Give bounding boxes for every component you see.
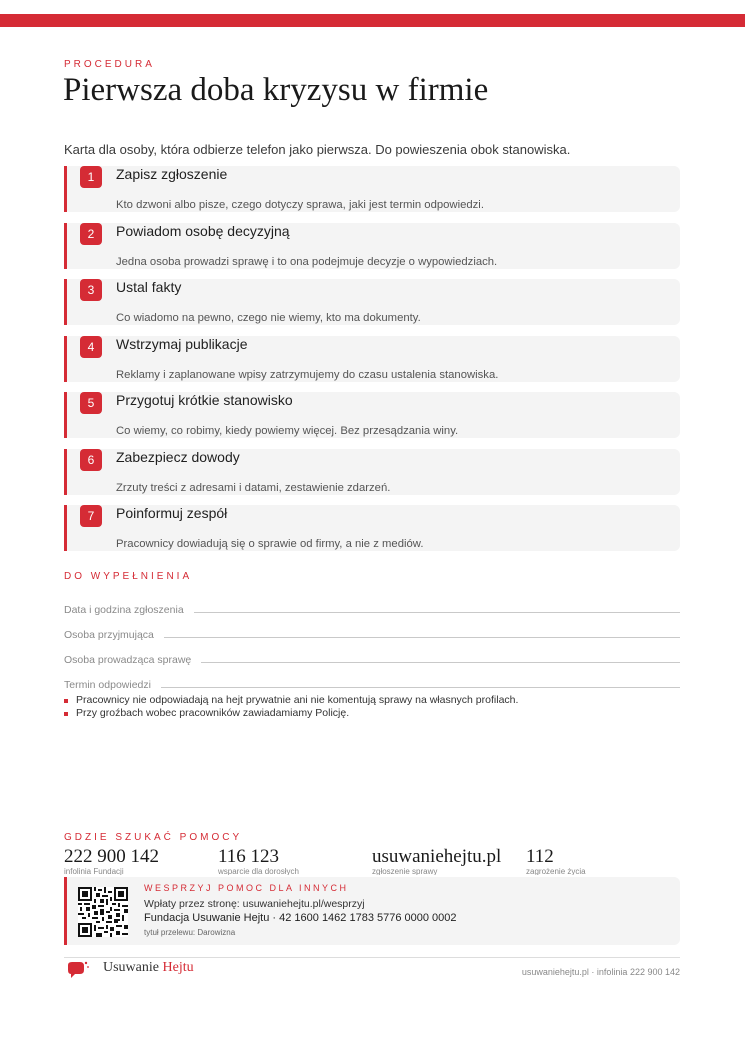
qr-code-icon[interactable]	[78, 887, 128, 937]
footer-contact: usuwaniehejtu.pl · infolinia 222 900 142	[521, 967, 680, 977]
step-number: 4	[80, 336, 102, 358]
form-field-label: Data i godzina zgłoszenia	[64, 604, 184, 616]
step-card	[64, 336, 680, 382]
step-number: 5	[80, 392, 102, 414]
step-description: Co wiemy, co robimy, kiedy powiemy więcej. Bez przesądzania winy.	[116, 425, 459, 437]
step-title: Poinformuj zespół	[116, 505, 228, 521]
form-field-line[interactable]	[194, 612, 680, 613]
donate-website[interactable]: Wpłaty przez stronę: usuwaniehejtu.pl/wesprzyj	[144, 898, 365, 910]
step-description: Zrzuty treści z adresami i datami, zestawienie zdarzeń.	[116, 481, 391, 494]
step-description: Reklamy i zaplanowane wpisy zatrzymujemy do czasu ustalenia stanowiska.	[116, 368, 499, 381]
form-field-label: Osoba przyjmująca	[64, 629, 154, 641]
step-title: Powiadom osobę decyzyjną	[116, 222, 290, 239]
contact-item	[218, 846, 299, 875]
step-description: Kto dzwoni albo pisze, czego dotyczy sprawa, jaki jest termin odpowiedzi.	[116, 199, 484, 211]
speech-bubble-logo-icon	[66, 960, 90, 982]
donate-account: Fundacja Usuwanie Hejtu · 42 1600 1462 1783 5776 0000 0002	[144, 912, 457, 924]
step-accent	[64, 449, 67, 495]
step-number: 7	[80, 505, 102, 527]
step-card	[64, 223, 680, 269]
note-item	[64, 694, 518, 707]
form-field-row	[64, 641, 680, 666]
form-field-row	[64, 591, 680, 616]
brand-name-part: Usuwanie	[103, 960, 163, 975]
step-card	[64, 166, 680, 212]
form-field-label: Osoba prowadząca sprawę	[64, 654, 192, 666]
contact-item	[372, 846, 501, 875]
contact-label: zagrożenie życia	[526, 867, 586, 875]
brand-name[interactable]	[103, 960, 194, 976]
brand-name-accent: Hejtu	[162, 960, 194, 975]
contact-label: zgłoszenie sprawy	[372, 867, 438, 875]
donate-box	[64, 877, 680, 945]
contact-item	[64, 846, 159, 875]
step-title: Zapisz zgłoszenie	[116, 166, 228, 182]
bullet-square-icon	[64, 712, 68, 716]
step-card	[64, 505, 680, 551]
step-number: 6	[80, 449, 102, 471]
note-text: Pracownicy nie odpowiadają na hejt prywatnie ani nie komentują sprawy na własnych profilach.	[76, 694, 519, 706]
notes-list	[64, 694, 518, 720]
contact-value[interactable]: 116 123	[218, 846, 280, 867]
step-accent	[64, 166, 67, 212]
step-title: Ustal fakty	[116, 279, 182, 295]
contact-item	[526, 846, 586, 875]
top-accent-bar	[0, 14, 745, 27]
form-field-line[interactable]	[164, 637, 680, 638]
steps-list	[64, 166, 680, 562]
form-field-line[interactable]	[161, 687, 680, 688]
form-field-label: Termin odpowiedzi	[64, 679, 151, 691]
contact-value[interactable]: 112	[526, 846, 554, 867]
form-field-line[interactable]	[201, 662, 680, 663]
step-description: Jedna osoba prowadzi sprawę i to ona podejmuje decyzje o wypowiedziach.	[116, 255, 498, 268]
section-kicker: PROCEDURA	[64, 59, 155, 70]
donate-transfer-title: tytuł przelewu: Darowizna	[144, 928, 236, 937]
bullet-square-icon	[64, 699, 68, 703]
help-kicker: GDZIE SZUKAĆ POMOCY	[64, 832, 243, 843]
contact-label: infolinia Fundacji	[64, 867, 124, 875]
step-title: Wstrzymaj publikacje	[116, 335, 248, 352]
contact-label: wsparcie dla dorosłych	[218, 867, 299, 875]
form-field-row	[64, 666, 680, 691]
note-item	[64, 707, 518, 720]
note-text: Przy groźbach wobec pracowników zawiadamiamy Policję.	[76, 707, 350, 719]
step-accent	[64, 336, 67, 382]
step-accent	[64, 279, 67, 325]
step-number: 2	[80, 223, 102, 245]
step-description: Pracownicy dowiadują się o sprawie od firmy, a nie z mediów.	[116, 538, 424, 550]
step-description: Co wiadomo na pewno, czego nie wiemy, kto ma dokumenty.	[116, 312, 421, 324]
step-title: Przygotuj krótkie stanowisko	[116, 392, 293, 408]
step-title: Zabezpiecz dowody	[116, 448, 240, 465]
fill-in-form	[64, 571, 680, 691]
step-number: 3	[80, 279, 102, 301]
contact-value[interactable]: 222 900 142	[64, 846, 159, 867]
contact-value[interactable]: usuwaniehejtu.pl	[372, 846, 502, 867]
donate-accent	[64, 877, 67, 945]
step-card	[64, 279, 680, 325]
step-accent	[64, 223, 67, 269]
form-kicker: DO WYPEŁNIENIA	[64, 571, 193, 582]
step-card	[64, 449, 680, 495]
page-title: Pierwsza doba kryzysu w firmie	[63, 72, 489, 108]
step-number: 1	[80, 166, 102, 188]
step-card	[64, 392, 680, 438]
donate-kicker: WESPRZYJ POMOC DLA INNYCH	[144, 883, 349, 893]
intro-text: Karta dla osoby, która odbierze telefon jako pierwsza. Do powieszenia obok stanowiska.	[64, 142, 571, 157]
form-field-row	[64, 616, 680, 641]
footer-divider	[64, 957, 680, 958]
step-accent	[64, 505, 67, 551]
step-accent	[64, 392, 67, 438]
